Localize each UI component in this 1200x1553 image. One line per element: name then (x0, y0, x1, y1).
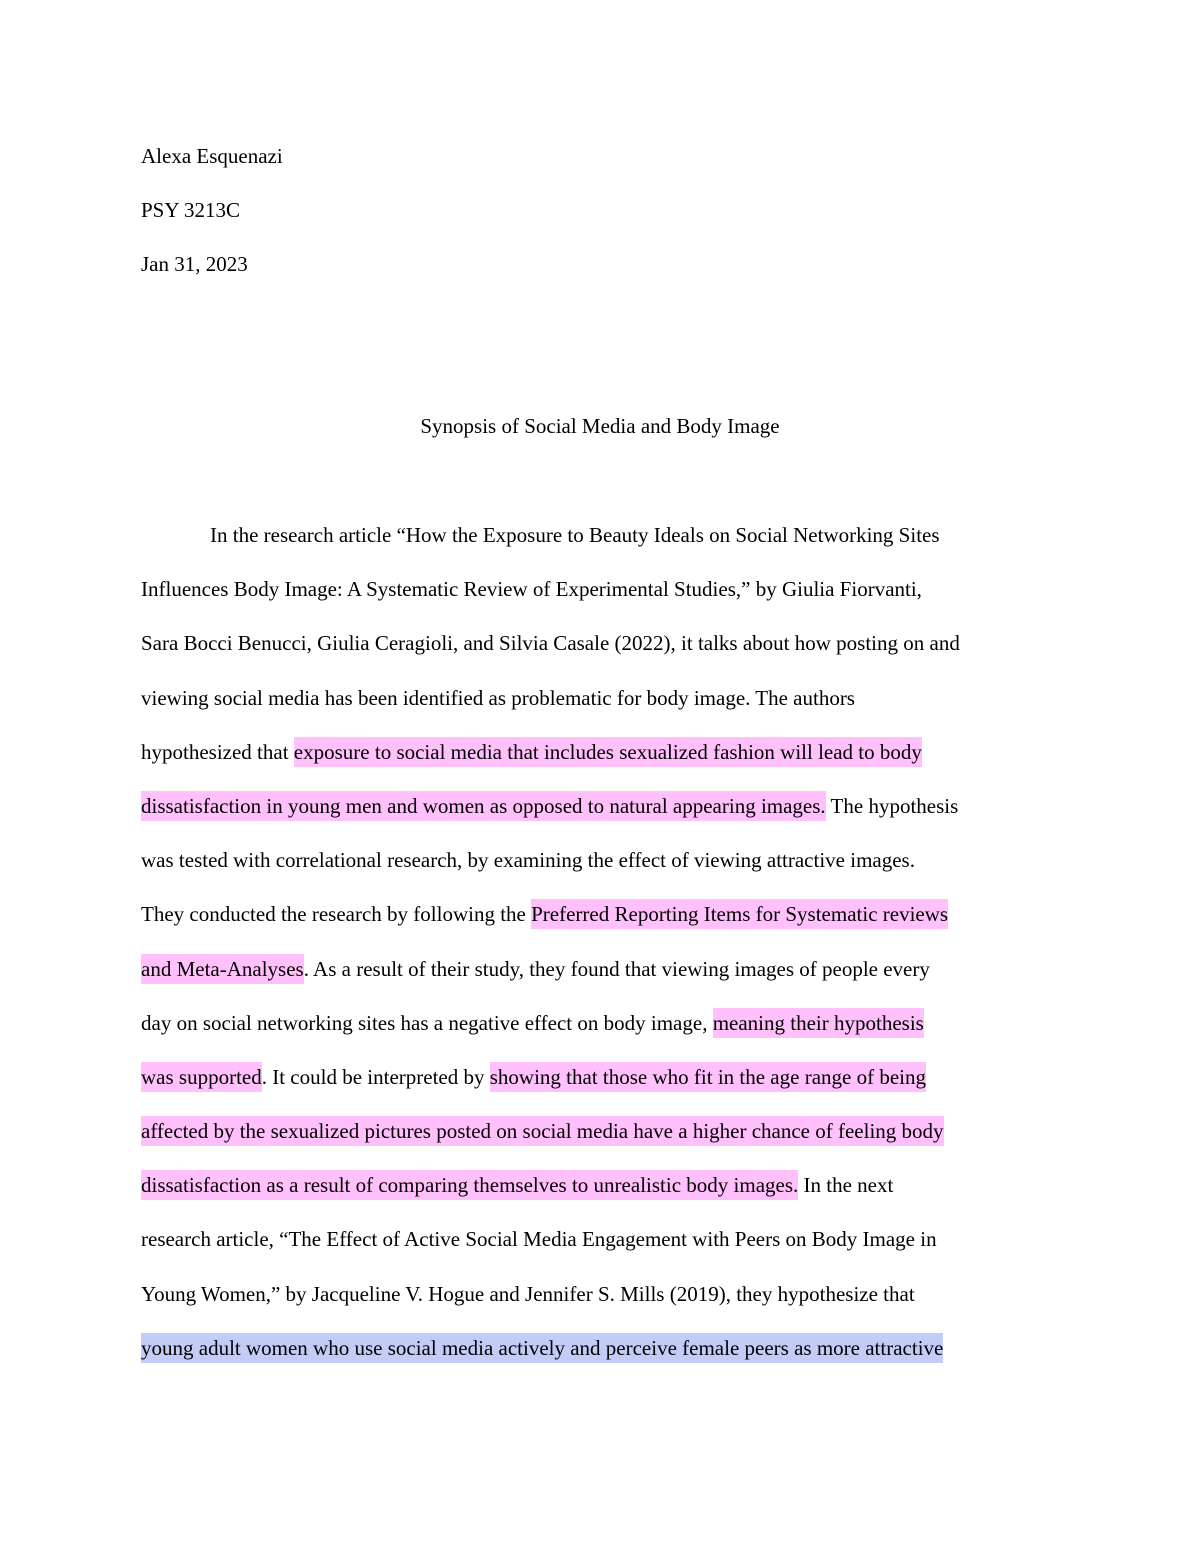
highlighted-text: dissatisfaction as a result of comparing themselves to unrealistic body images. (141, 1170, 798, 1200)
body-line (141, 736, 1071, 790)
highlighted-text: showing that those who fit in the age range of being (490, 1062, 926, 1092)
body-line (141, 1115, 1071, 1169)
body-text: In the next (798, 1173, 894, 1198)
body-line (141, 1061, 1071, 1115)
highlighted-text: affected by the sexualized pictures posted on social media have a higher chance of feeling body (141, 1116, 944, 1146)
author-name: Alexa Esquenazi (141, 144, 283, 168)
highlighted-text: dissatisfaction in young men and women as opposed to natural appearing images. (141, 791, 826, 821)
document-date: Jan 31, 2023 (141, 252, 248, 276)
document-header (141, 140, 283, 302)
body-line (141, 1007, 1071, 1061)
document-body (141, 519, 1071, 1386)
body-line (141, 1169, 1071, 1223)
body-line (141, 627, 1071, 681)
body-text: In the research article “How the Exposure to Beauty Ideals on Social Networking Sites (210, 523, 940, 547)
course-code: PSY 3213C (141, 198, 241, 222)
body-text: Influences Body Image: A Systematic Review of Experimental Studies,” by Giulia Fiorvanti, (141, 577, 922, 602)
highlighted-text: meaning their hypothesis (713, 1008, 924, 1038)
body-line (141, 519, 1071, 573)
highlighted-text: was supported (141, 1062, 262, 1092)
body-line (141, 1223, 1071, 1277)
body-text: Sara Bocci Benucci, Giulia Ceragioli, and Silvia Casale (2022), it talks about how posting on and (141, 631, 960, 656)
body-line (141, 953, 1071, 1007)
body-line (141, 682, 1071, 736)
body-text: was tested with correlational research, by examining the effect of viewing attractive images. (141, 848, 915, 873)
body-text: . As a result of their study, they found that viewing images of people every (303, 956, 930, 981)
body-line (141, 790, 1071, 844)
body-text: viewing social media has been identified as problematic for body image. The authors (141, 685, 855, 710)
highlighted-text: exposure to social media that includes sexualized fashion will lead to body (294, 737, 922, 767)
body-text: Young Women,” by Jacqueline V. Hogue and Jennifer S. Mills (2019), they hypothesize that (141, 1281, 915, 1306)
highlighted-text: Preferred Reporting Items for Systematic reviews (531, 899, 948, 929)
body-text: day on social networking sites has a negative effect on body image, (141, 1010, 713, 1035)
body-text: research article, “The Effect of Active Social Media Engagement with Peers on Body Image in (141, 1227, 937, 1252)
body-line (141, 573, 1071, 627)
body-text: The hypothesis (825, 793, 959, 818)
body-text: They conducted the research by following the (141, 902, 532, 927)
body-line (141, 844, 1071, 898)
body-text: . It could be interpreted by (261, 1064, 490, 1089)
body-text: hypothesized that (141, 739, 294, 764)
body-line (141, 1332, 1071, 1386)
body-line (141, 898, 1071, 952)
highlighted-text: young adult women who use social media actively and perceive female peers as more attractive (141, 1333, 943, 1363)
body-line (141, 1278, 1071, 1332)
highlighted-text: and Meta-Analyses (141, 954, 304, 984)
document-title: Synopsis of Social Media and Body Image (420, 414, 780, 438)
